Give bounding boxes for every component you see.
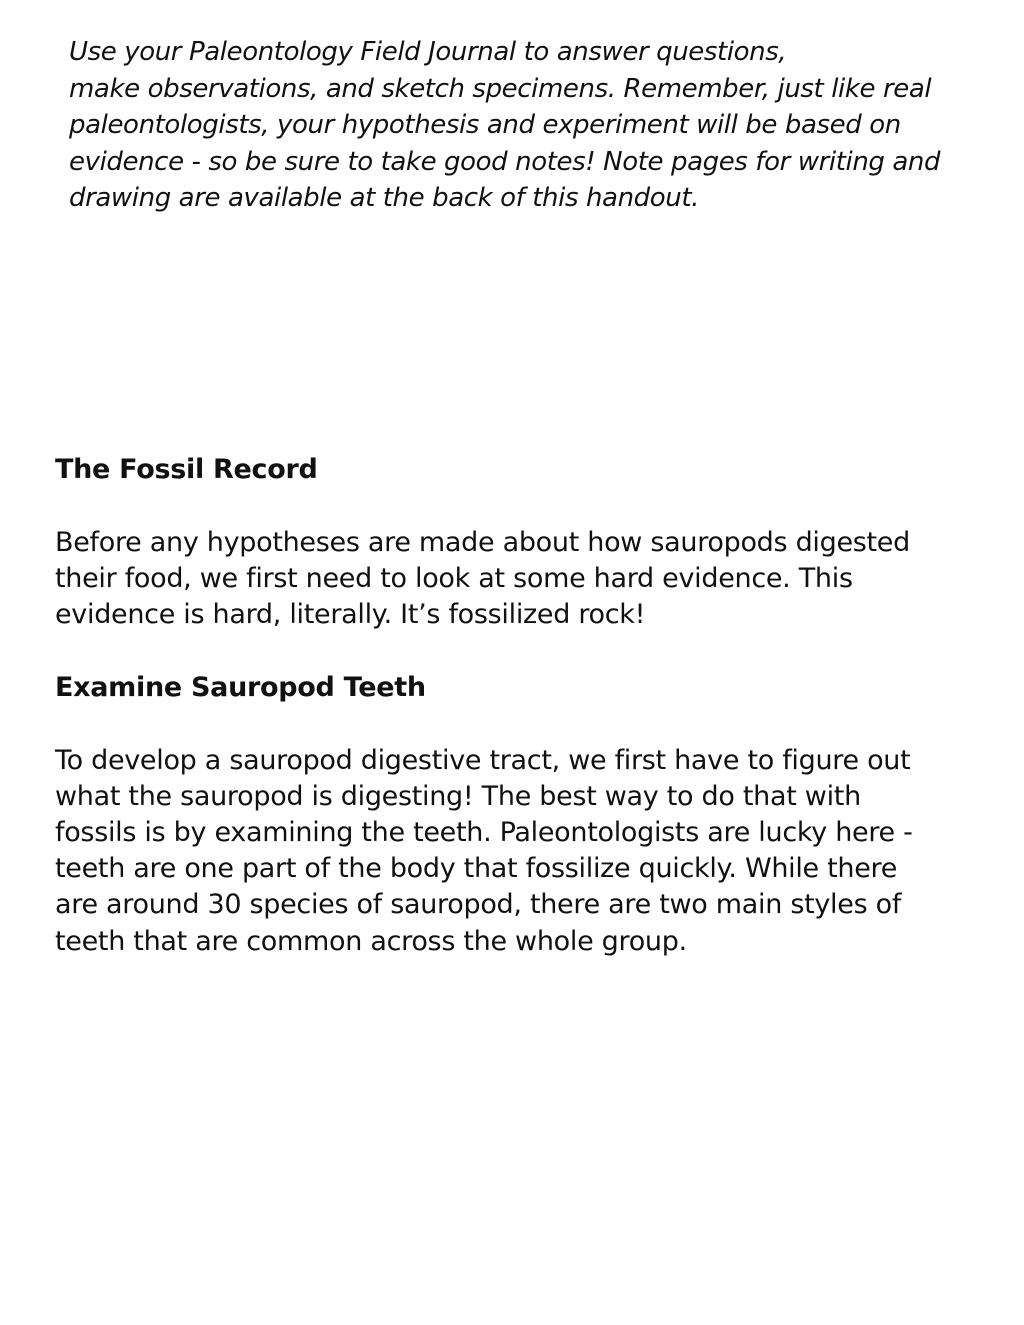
- fossil-record-heading: The Fossil Record: [55, 454, 318, 485]
- paragraph-line: To develop a sauropod digestive tract, we first have to figure out: [55, 744, 911, 776]
- intro-line: Use your Paleontology Field Journal to answer questions,: [69, 37, 787, 67]
- paragraph-line: what the sauropod is digesting! The best way to do that with: [55, 780, 861, 812]
- intro-line: make observations, and sketch specimens. Remember, just like real: [69, 73, 932, 104]
- intro-line: evidence - so be sure to take good notes! Note pages for writing and: [69, 146, 941, 177]
- paragraph-line: their food, we first need to look at some hard evidence. This: [55, 563, 853, 595]
- sauropod-teeth-heading: Examine Sauropod Teeth: [55, 671, 426, 703]
- intro-paragraph: [69, 34, 999, 217]
- paragraph-line: teeth that are common across the whole group.: [55, 925, 687, 957]
- main-content: [55, 452, 995, 960]
- paragraph-line: fossils is by examining the teeth. Paleontologists are lucky here -: [55, 817, 913, 849]
- paragraph-line: evidence is hard, literally. It’s fossilized rock!: [55, 599, 646, 631]
- fossil-record-paragraph: [55, 525, 995, 634]
- paragraph-line: Before any hypotheses are made about how sauropods digested: [55, 527, 910, 558]
- paragraph-line: are around 30 species of sauropod, there are two main styles of: [55, 889, 902, 921]
- intro-line: drawing are available at the back of this handout.: [69, 183, 700, 213]
- intro-line: paleontologists, your hypothesis and experiment will be based on: [69, 110, 901, 140]
- sauropod-teeth-paragraph: [55, 743, 995, 960]
- paragraph-line: teeth are one part of the body that fossilize quickly. While there: [55, 853, 898, 885]
